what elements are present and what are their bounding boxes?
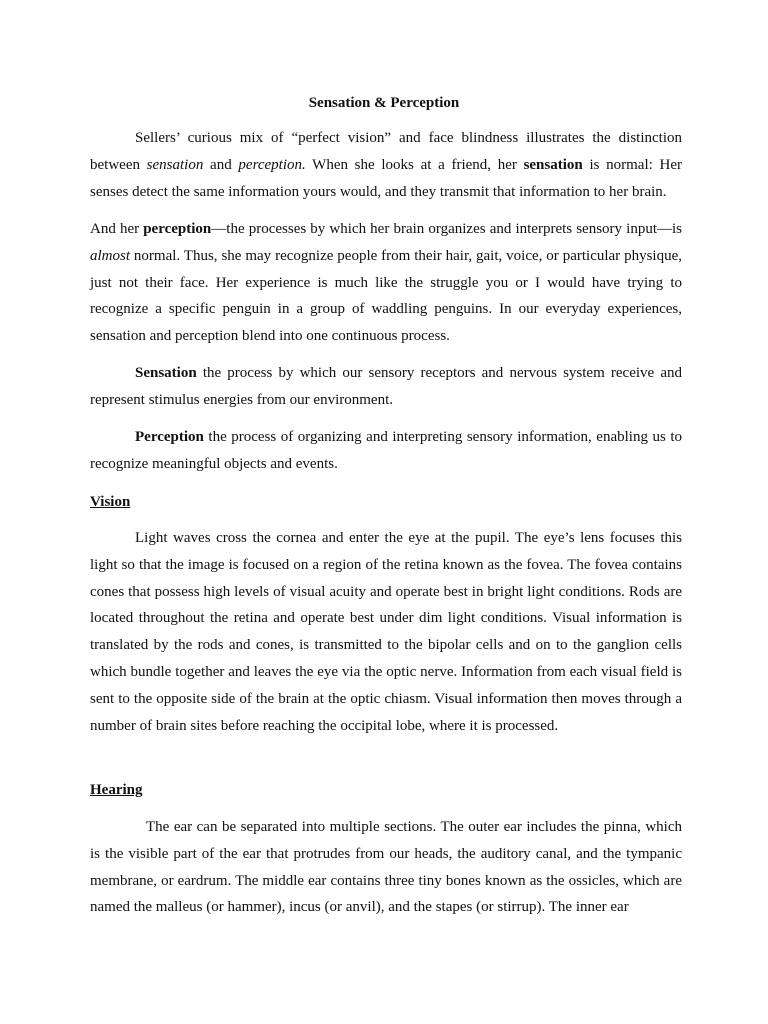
paragraph-sensation-perception-intro [90,125,682,205]
definition-term: Perception [135,429,204,445]
definition-sensation [90,360,682,414]
italic-term: sensation [146,156,204,173]
text-run: Sellers’ curious mix of “perfect vision” and face blindness illustrates the distinction between [90,130,682,173]
paragraph-hearing: The ear can be separated into multiple sections. The outer ear includes the pinna, which is the visible part of the ear that protrudes from our heads, the auditory canal, and the tympanic membrane, or eardrum. The middle ear contains three tiny bones known as the ossicles, which are named the malleus (or hammer), incus (or anvil), and the stapes (or stirrup). The inner ear [90,819,682,916]
bold-term: perception [143,221,212,237]
text-run: normal. Thus, she may recognize people from their hair, gait, voice, or particular physique, just not their face. Her experience is much like the struggle you or I would have trying to recognize a specific penguin in a group of waddling penguins. In our everyday experiences, sensation and perception blend into one continuous process. [90,247,682,345]
text-run: is normal: Her senses detect the same information yours would, and they transmit that information to her brain. [90,156,682,200]
definition-perception [90,424,682,478]
bold-term: sensation [523,156,583,173]
paragraph-vision: Light waves cross the cornea and enter the eye at the pupil. The eye’s lens focuses this light so that the image is focused on a region of the retina known as the fovea. The fovea contains cones that possess high levels of visual acuity and operate best in bright light conditions. Rods are located throughout the retina and operate best under dim light conditions. Visual information is translated by the rods and cones, is transmitted to the bipolar cells and on to the ganglion cells which bundle together and leaves the eye via the optic nerve. Information from each visual field is sent to the opposite side of the brain at the optic chiasm. Visual information then moves through a number of brain sites before reaching the occipital lobe, where it is processed. [90,530,682,734]
definition-term: Sensation [135,365,197,381]
paragraph-perception [90,216,682,350]
italic-term: perception. [238,156,306,173]
document-title: Sensation & Perception [308,95,460,111]
text-run: and [203,156,239,173]
text-run: —the processes by which her brain organizes and interprets sensory input—is [211,221,682,237]
definition-text: the process by which our sensory receptors and nervous system receive and represent stimulus energies from our environment. [90,365,682,408]
text-run: When she looks at a friend, her [305,156,524,173]
section-heading-vision: Vision [90,494,131,510]
section-heading-hearing: Hearing [90,782,143,798]
italic-term: almost [90,247,131,264]
text-run: And her [90,221,144,237]
definition-text: the process of organizing and interpreting sensory information, enabling us to recognize meaningful objects and events. [90,429,682,472]
